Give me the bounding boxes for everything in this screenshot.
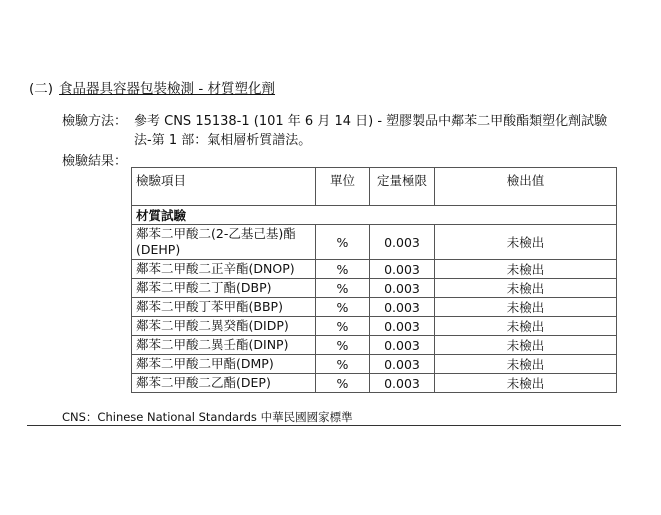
footnote: CNS：Chinese National Standards 中華民國國家標準 [62, 410, 353, 424]
table-row [132, 317, 617, 336]
header-unit: 單位 [316, 168, 370, 206]
table-row [132, 225, 617, 260]
header-result: 檢出值 [435, 168, 617, 206]
table-row [132, 336, 617, 355]
table-row [132, 260, 617, 279]
section-number: (二) [29, 81, 54, 97]
item-limit: 0.003 [370, 279, 435, 298]
table-row [132, 279, 617, 298]
item-unit: % [316, 279, 370, 298]
item-limit: 0.003 [370, 317, 435, 336]
table-row [132, 298, 617, 317]
header-limit: 定量極限 [370, 168, 435, 206]
item-name: 鄰苯二甲酸二異癸酯(DIDP) [132, 317, 316, 336]
item-result: 未檢出 [435, 225, 617, 260]
section-heading [29, 77, 275, 97]
item-unit: % [316, 336, 370, 355]
section-title: 食品器具容器包裝檢測 - 材質塑化劑 [59, 81, 276, 97]
category-row [132, 206, 617, 225]
item-limit: 0.003 [370, 298, 435, 317]
item-name: 鄰苯二甲酸二甲酯(DMP) [132, 355, 316, 374]
item-result: 未檢出 [435, 336, 617, 355]
item-result: 未檢出 [435, 279, 617, 298]
table-header-row [132, 168, 617, 206]
item-result: 未檢出 [435, 317, 617, 336]
table-row [132, 355, 617, 374]
item-result: 未檢出 [435, 355, 617, 374]
item-unit: % [316, 260, 370, 279]
item-unit: % [316, 298, 370, 317]
item-limit: 0.003 [370, 225, 435, 260]
results-label: 檢驗結果： [62, 154, 128, 169]
item-name: 鄰苯二甲酸二(2-乙基己基)酯(DEHP) [132, 225, 316, 260]
category-label: 材質試驗 [132, 206, 617, 225]
item-limit: 0.003 [370, 374, 435, 393]
header-item: 檢驗項目 [132, 168, 316, 206]
item-name: 鄰苯二甲酸二正辛酯(DNOP) [132, 260, 316, 279]
table-row [132, 374, 617, 393]
item-name: 鄰苯二甲酸二異壬酯(DINP) [132, 336, 316, 355]
test-method [62, 112, 622, 150]
item-unit: % [316, 355, 370, 374]
method-label: 檢驗方法： [62, 114, 128, 129]
item-result: 未檢出 [435, 298, 617, 317]
method-text-line1: 參考 CNS 15138-1 (101 年 6 月 14 日) - 塑膠製品中鄰苯二甲酸酯類塑化劑試驗 [134, 114, 608, 129]
item-result: 未檢出 [435, 260, 617, 279]
item-limit: 0.003 [370, 260, 435, 279]
item-limit: 0.003 [370, 355, 435, 374]
method-text-line2: 法-第 1 部：氣相層析質譜法。 [134, 133, 312, 148]
item-limit: 0.003 [370, 336, 435, 355]
results-table [131, 167, 617, 393]
item-unit: % [316, 225, 370, 260]
item-name: 鄰苯二甲酸丁苯甲酯(BBP) [132, 298, 316, 317]
item-name: 鄰苯二甲酸二乙酯(DEP) [132, 374, 316, 393]
item-unit: % [316, 317, 370, 336]
divider-line [27, 425, 621, 426]
item-result: 未檢出 [435, 374, 617, 393]
item-name: 鄰苯二甲酸二丁酯(DBP) [132, 279, 316, 298]
item-unit: % [316, 374, 370, 393]
